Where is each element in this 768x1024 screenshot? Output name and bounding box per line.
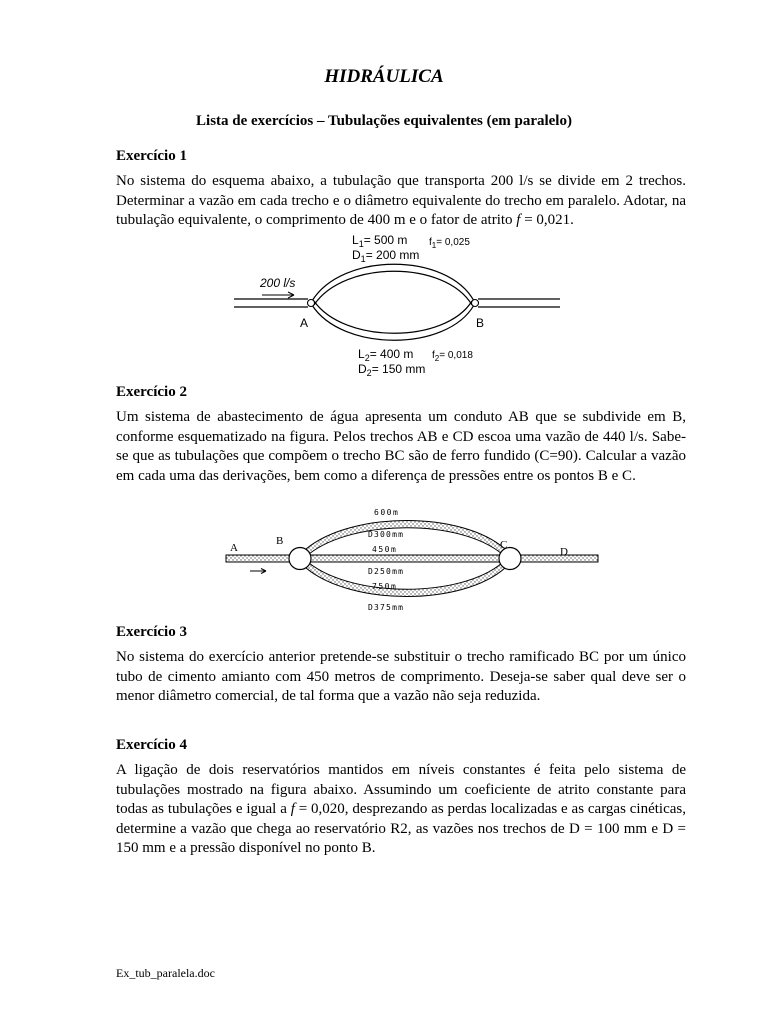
- node-a: [308, 300, 315, 307]
- middle-branch-diameter: D250mm: [368, 567, 405, 576]
- bottom-branch-diameter: D375mm: [368, 603, 405, 612]
- upper-branch-outer: [312, 264, 474, 301]
- exercise-4-text: [116, 761, 686, 859]
- page-title: HIDRÁULICA: [324, 66, 444, 87]
- exercise-4-text-part-a: A ligação de dois reservatórios mantidos em níveis constantes é feita pelo sistema de tubulações mostrado na figura abaixo. Assumindo um coeficiente de atrito constante para todas as tubulações e igual a: [116, 762, 686, 817]
- point-b-label: B: [476, 316, 485, 330]
- f2-label: $f_2= 0,018$: [432, 350, 473, 363]
- exercise-2-text: Um sistema de abastecimento de água apresenta um conduto AB que se subdivide em B, conforme esquematizado na figura. Pelos trechos AB e CD escoa uma vazão de 440 l/s. Sabe-se que as tubulações que compõem o trecho BC são de ferro fundido (C=90). Calcular a vazão em cada uma das derivações, bem como a diferença de pressões entre os pontos B e C.: [116, 409, 686, 484]
- document-filename: Ex_tub_paralela.doc: [116, 966, 215, 980]
- friction-symbol: f: [516, 212, 521, 228]
- l2-label: $L_2= 400$ m: [358, 347, 414, 363]
- top-branch-length: 600m: [374, 508, 400, 517]
- middle-branch-length: 450m: [372, 545, 398, 554]
- top-branch-diameter: D300mm: [368, 530, 405, 539]
- f1-label: $f_1= 0,025$: [429, 237, 470, 250]
- exercise-3-text: No sistema do exercício anterior pretende-se substituir o trecho ramificado BC por um único tubo de cimento amianto com 450 metros de comprimento. Deseja-se saber qual deve ser o menor diâmetro comercial, de tal forma que a vazão não seja reduzida.: [116, 649, 686, 704]
- l1-label: $L_1= 500$ m: [352, 233, 408, 249]
- node-b: [289, 548, 311, 570]
- pipe-ab: [226, 555, 292, 562]
- flow-label: 200 l/s: [260, 276, 296, 290]
- exercise-1-text: [116, 172, 686, 231]
- exercise-4-text-part-b: = 0,020, desprezando as perdas localizadas e as cargas cinéticas, determine a vazão que chega ao reservatório R2, as vazões nos trechos de D = 100 mm e D = 150 mm e a pressão disponível no ponto B.: [116, 801, 686, 856]
- pipe-cd: [514, 555, 598, 562]
- friction-symbol: f: [290, 801, 295, 817]
- bottom-branch-length: 750m: [372, 582, 398, 591]
- exercise-2-heading: Exercício 2: [116, 384, 187, 400]
- exercise-1-heading: Exercício 1: [116, 148, 187, 164]
- point-d-label: D: [560, 546, 568, 558]
- exercise-1-diagram: [232, 232, 562, 380]
- lower-branch-outer: [312, 305, 474, 340]
- bottom-branch-pipe: [306, 563, 505, 597]
- exercise-1-text-part-b: = 0,021.: [520, 212, 574, 228]
- d2-label: $D_2= 150$ mm: [358, 362, 426, 378]
- exercise-4-heading: Exercício 4: [116, 737, 187, 753]
- d1-label: $D_1= 200$ mm: [352, 248, 420, 264]
- point-a-label: A: [300, 316, 309, 330]
- node-b: [472, 300, 479, 307]
- exercise-2-diagram: [222, 505, 602, 615]
- point-b-label: B: [276, 535, 284, 547]
- middle-branch-pipe: [308, 555, 504, 562]
- point-c-label: C: [500, 539, 508, 551]
- exercise-1-text-part-a: No sistema do esquema abaixo, a tubulação que transporta 200 l/s se divide em 2 trechos. Determinar a vazão em cada trecho e o diâmetro equivalente do trecho em paralelo. Adotar, na tubulação equivalente, o comprimento de 400 m e o fator de atrito: [116, 173, 686, 228]
- exercise-3-heading: Exercício 3: [116, 624, 187, 640]
- page-subtitle: Lista de exercícios – Tubulações equivalentes (em paralelo): [196, 113, 572, 129]
- top-branch-pipe: [306, 521, 508, 555]
- point-a-label: A: [230, 542, 238, 554]
